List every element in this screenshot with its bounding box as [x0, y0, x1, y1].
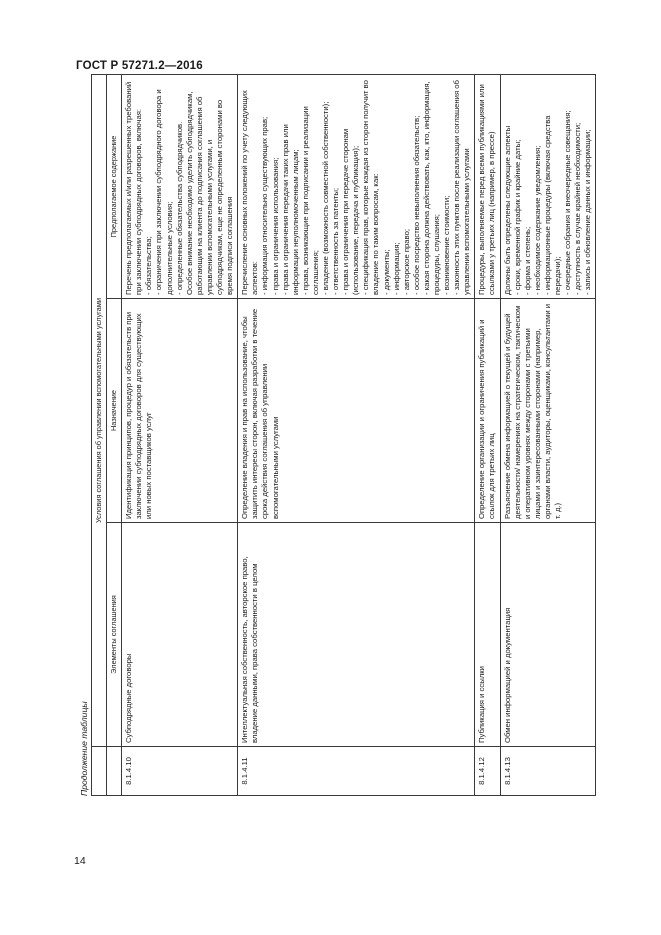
content-line: - возникновение стоимости; [442, 195, 452, 295]
row-purpose: Определение организации и ограничения публикаций и ссылок для третьих лиц [475, 299, 500, 523]
content-line: - особое посредство невыполнения обязательств; [411, 115, 421, 295]
content-line: - права и ограничения передачи таких прав или информации неуполномоченным лицам; [280, 124, 300, 295]
content-line: Перечисление основных положений по учету следующих аспектов: [240, 90, 260, 295]
content-line: - права, возникающие при подписании и реализации соглашения; [300, 106, 320, 295]
row-purpose: Разъяснение обмена информацией о текущей и будущей деятельности/ намерениях на стратегическом, тактическом и оперативном уровнях между сторонами с третьими лицами и заинтересованными сторонами (например, органами власти, аудиторы, оценщиками, консультантами и т. д.) [500, 299, 596, 523]
table-title: Условия соглашения об управлении вспомогательными услугами [92, 75, 107, 747]
row-content [500, 75, 596, 299]
content-line: - законность этих пунктов после реализации соглашения об управлении вспомогательными услугами [452, 80, 472, 295]
row-content [475, 75, 500, 299]
table-row [238, 75, 475, 796]
content-line: - информационные процедуры (включая средства передачи); [542, 115, 563, 295]
row-content [238, 75, 475, 299]
content-line: - необходимое содержание уведомления; [532, 145, 542, 295]
content-line: - информация относительно существующих прав; [260, 116, 270, 295]
content-line: - документы; [381, 249, 391, 295]
row-number: 8.1.4.10 [122, 747, 238, 796]
rotated-table-block [79, 74, 608, 796]
content-line: - спецификация прав, которые каждая из сторон получит во владение по таким вопросам, как: [361, 80, 381, 295]
table-row [122, 75, 238, 796]
content-line: - информация; [391, 242, 401, 295]
content-line: - обязательства; [144, 236, 154, 295]
table-row [500, 75, 596, 796]
content-line: - запись и обновление данных и информации; [583, 129, 593, 295]
continuation-label: Продолжение таблицы [79, 701, 89, 796]
row-element: Обмен информацией и документация [500, 523, 596, 747]
content-line: - ограничения при заключении субподрядного договора и дополнительные условия; [154, 89, 174, 295]
table-row [475, 75, 500, 796]
table-header-row [107, 75, 122, 796]
empty-header-cell [107, 747, 122, 796]
col-header-content: Предполагаемое содержание [107, 75, 122, 299]
content-line: - форма и степень; [522, 226, 532, 295]
row-purpose: Идентификация принципов, процедур и обязательств при заключении субподрядных договоров для существующих или новых поставщиков услуг [122, 299, 238, 523]
content-line: - права и ограничения использования; [270, 157, 280, 295]
content-line: - определенные обязательства субподрядчиков. [174, 121, 184, 295]
row-element: Субподрядные договоры [122, 523, 238, 747]
row-element: Интеллектуальная собственность, авторское право, владение данными, права собственности в целом [238, 523, 475, 747]
content-line: Должны быть определены следующие аспекты [502, 125, 512, 295]
row-element: Публикация и ссылки [475, 523, 500, 747]
content-line: - авторское право; [401, 229, 411, 295]
content-line: - сроки, временной график и крайние даты; [512, 139, 522, 295]
content-line: Особое внимание необходимо уделить субподрядчикам, работающим на клиента до подписания соглашения об управлении вспомогательными услугами, и субподрядчикам, еще не определенным сторонами во время подписи соглашения [184, 91, 235, 295]
col-header-elements: Элементы соглашения [107, 523, 122, 747]
page-number: 14 [74, 855, 86, 867]
row-content [122, 75, 238, 299]
content-line: - ответственность за патенты; [331, 187, 341, 295]
content-line: Процедуры, выполняемые перед всеми публикациями или ссылками у третьих лиц (например, в прессе) [477, 84, 497, 295]
col-header-purpose: Назначение [107, 299, 122, 523]
table-title-row [92, 75, 107, 796]
content-line: - владение (возможность совместной собственности); [320, 101, 330, 295]
empty-corner-cell [92, 747, 107, 796]
row-purpose: Определение владения и прав на использование, чтобы защитить интересы сторон, включая разработки в течение срока действия соглашения об управлении вспомогательными услугами [238, 299, 475, 523]
content-line: Перечень предполагаемых и/или разрешенных требований при заключении субподрядных договоров, включая: [124, 81, 144, 295]
row-number: 8.1.4.12 [475, 747, 500, 796]
content-line: - очередные собрания и внеочередные совещания; [563, 110, 573, 295]
content-line: - какая сторона должна действовать, как, кто, информация, процедуры, слушания; [421, 81, 441, 295]
document-header: ГОСТ Р 57271.2—2016 [76, 60, 203, 72]
conditions-table [91, 74, 596, 796]
row-number: 8.1.4.13 [500, 747, 596, 796]
content-line: - доступность в случае крайней необходимости; [573, 122, 583, 295]
content-line: - права и ограничения при передаче сторонам (использование, передача и публикация); [341, 128, 361, 295]
row-number: 8.1.4.11 [238, 747, 475, 796]
